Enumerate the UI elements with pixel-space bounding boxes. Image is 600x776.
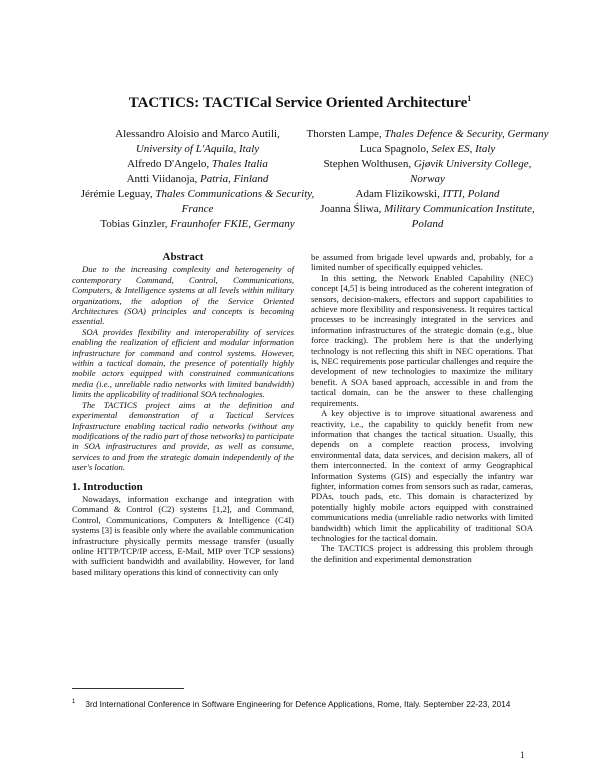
- author-entry: Antti Viidanoja, Patria, Finland: [126, 173, 269, 185]
- footnote-mark: 1: [72, 699, 76, 705]
- body-paragraph: The TACTICS project is addressing this problem through the definition and experimental demonstration: [311, 543, 533, 564]
- paper-title: TACTICS: TACTICal Service Oriented Architecture$^1$: [128, 94, 472, 111]
- body-right-column: [311, 252, 533, 564]
- body-paragraph-continuation: be assumed from brigade level upwards and, probably, for a limited number of specifically equipped vehicles.: [311, 252, 533, 273]
- abstract-paragraph: SOA provides flexibility and interoperability of services enabling the realization of efficient and modular information infrastructure for command and control systems. However, within a tactical domain, the presence of potentially highly mobile actors equipped with constrained communications media (i.e., unreliable radio networks with limited bandwidth) limits the applicability of traditional SOA technologies.: [72, 326, 294, 400]
- footnote-text: 3rd International Conference in Software Engineering for Defence Applications, Rome, Italy. September 22-23, 2014: [85, 698, 511, 709]
- section-heading-introduction: 1. Introduction: [72, 480, 143, 493]
- author-entry: Jérémie Leguay, Thales Communications & Security, France: [80, 188, 315, 215]
- authors-right-column: [305, 127, 550, 232]
- author-entry: Adam Flizikowski, ITTI, Poland: [355, 188, 500, 200]
- page-number: 1: [520, 750, 525, 760]
- body-left-column: [72, 252, 294, 577]
- title-footnote-mark: 1: [467, 94, 472, 103]
- body-paragraph: In this setting, the Network Enabled Capability (NEC) concept [4,5] is being introduced as the coherent integration of sensors, decision-makers, effectors and support capabilities to achieve more flexibility and responsiveness. It requires tactical processes to be increasingly integrated in the services and information infrastructures of the strategic domain (e.g., blue force tracking). The problem here is that the underlying technology is not reflecting this shift in NEC operations. That is, NEC requirements pose particular challenges and require the development of new technologies to maximize the military benefit. A SOA based approach, accessible in and from the tactical domain, can be the answer to these challenging requirements.: [311, 272, 533, 408]
- author-entry: Stephen Wolthusen, Gjøvik University College, Norway: [323, 158, 532, 185]
- author-entry: Tobias Ginzler, Fraunhofer FKIE, Germany: [100, 218, 295, 230]
- abstract-paragraph: The TACTICS project aims at the definition and experimental demonstration of a Tactical Services Infrastructure enabling tactical radio networks (without any modifications of the radio part of those networks) to participate in SOA infrastructures and provide, as well as consume, services to and from the strategic domain independently of the user's location.: [72, 399, 294, 473]
- abstract-paragraph: Due to the increasing complexity and heterogeneity of contemporary Command, Control, Communications, Computers, & Intelligence systems at all levels within military organizations, the adoption of the Service Oriented Architectures (SOA) principles and concepts is becoming essential.: [72, 264, 294, 327]
- footnote-divider: [72, 688, 184, 689]
- body-paragraph: Nowadays, information exchange and integration with Command & Control (C2) systems [1,2], and Command, Control, Communications, Computers & Intelligence (C4I) systems [3] is feasible only where the available communication infrastructure physically permits message transfer (usually online HTTP/TCP/IP access, E-Mail, MIP over TCP sessions) with sufficient bandwidth and availability. However, for land based military operations this kind of connectivity can only: [72, 493, 294, 577]
- author-entry: Thorsten Lampe, Thales Defence & Security, Germany: [306, 128, 549, 140]
- footnote: [72, 697, 534, 709]
- body-paragraph: A key objective is to improve situational awareness and reactivity, i.e., the capability to quickly benefit from new information that changes the tactical situation. Usually, this depends on a complete reaction process, involving environmental data, data services, and decision makers, all of them interconnected. In the context of army Geographical Information Systems (GIS) and especially the infantry war fighter, information comes from sensors such as radar, cameras, PDAs, touch pads, etc. This domain is characterized by potentially highly mobile actors equipped with constrained communications media (unreliable radio networks with limited bandwidth) which limit the applicability of traditional SOA technologies for the tactical domain.: [311, 408, 533, 543]
- abstract-heading: Abstract: [162, 251, 204, 263]
- author-entry: Luca Spagnolo, Selex ES, Italy: [359, 143, 496, 155]
- author-entry: Alfredo D'Angelo, Thales Italia: [127, 158, 268, 170]
- abstract-section: [72, 252, 294, 473]
- author-entry: Joanna Śliwa, Military Communication Institute, Poland: [320, 203, 535, 230]
- authors-left-column: [75, 127, 320, 232]
- author-entry: Alessandro Aloisio and Marco Autili, University of L'Aquila, Italy: [115, 128, 280, 155]
